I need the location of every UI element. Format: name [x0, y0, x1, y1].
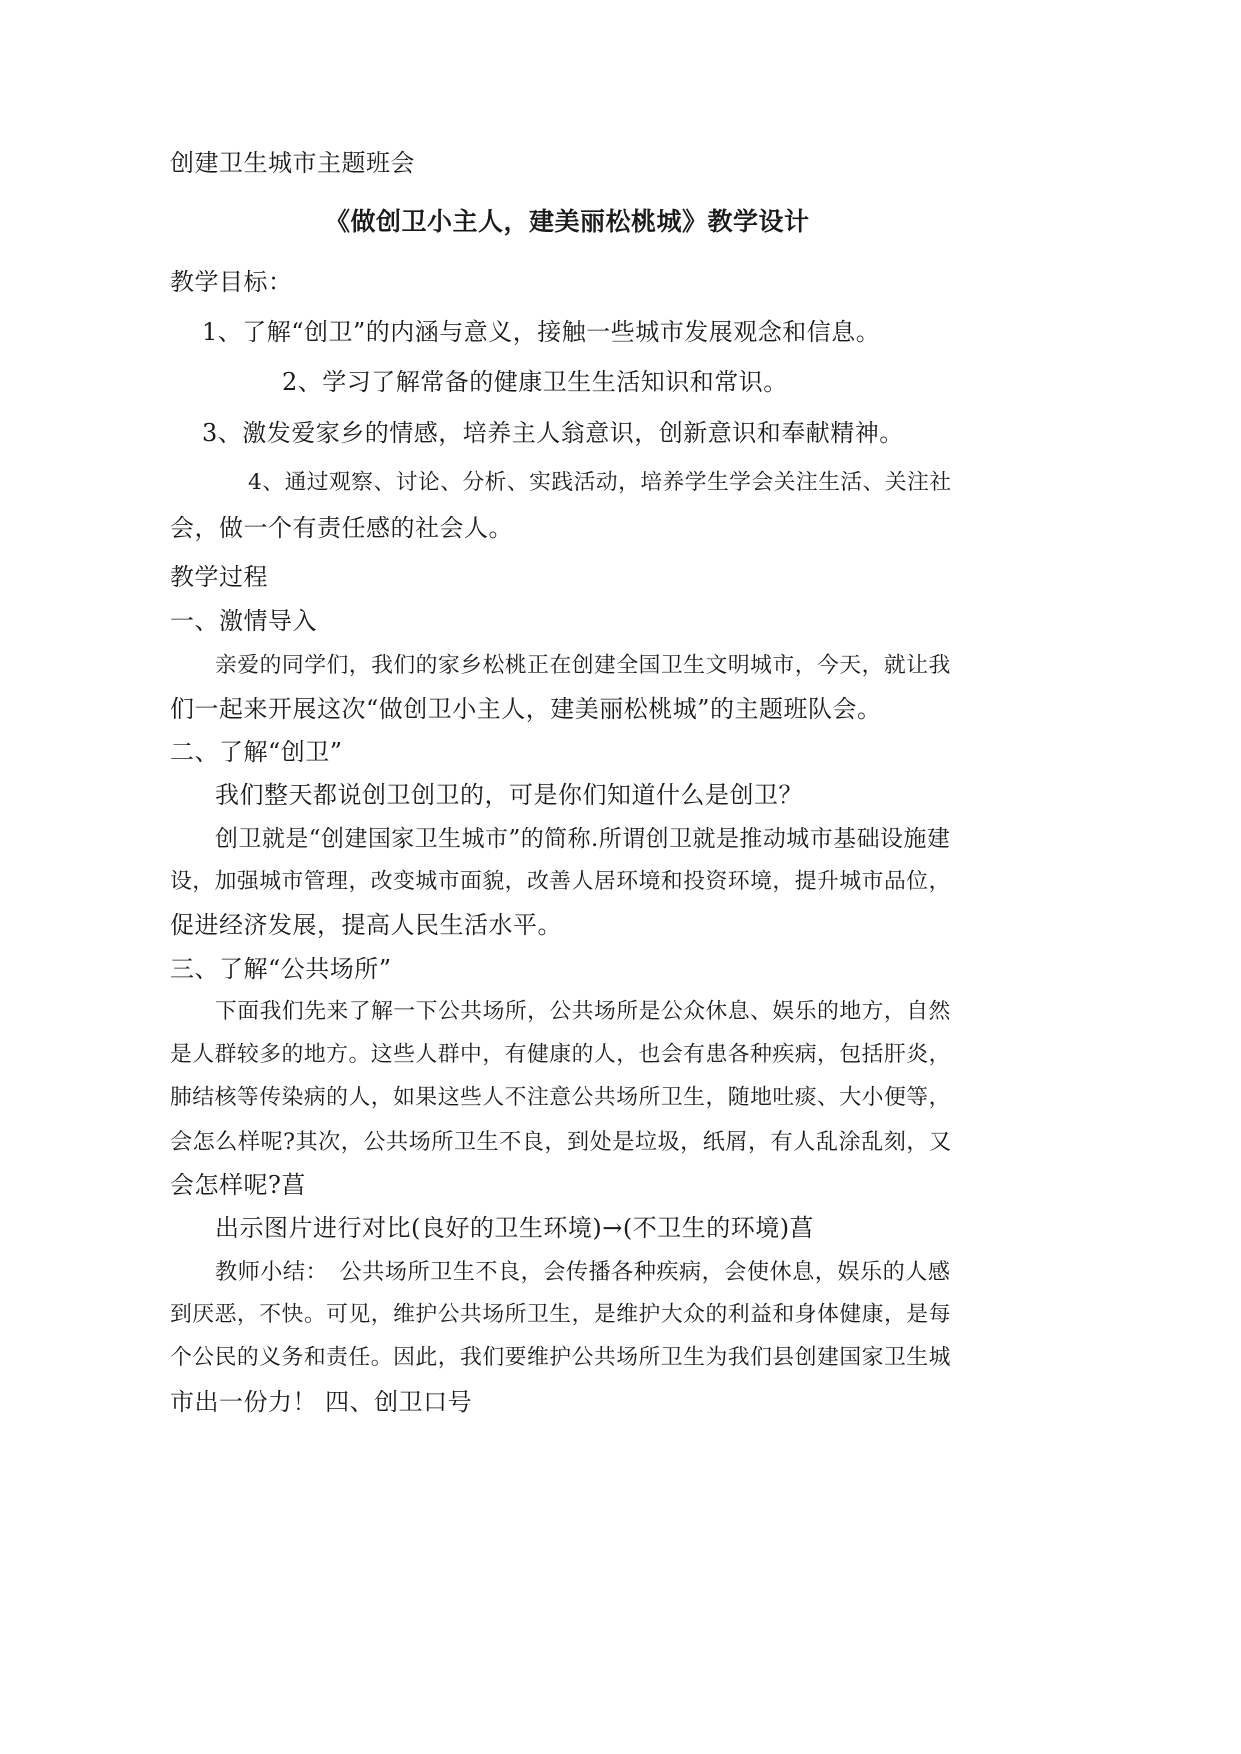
paragraph-line: 肺结核等传染病的人，如果这些人不注意公共场所卫生，随地吐痰、大小便等， — [170, 1085, 951, 1110]
paragraph-line: 亲爱的同学们，我们的家乡松桃正在创建全国卫生文明城市，今天，就让我 — [215, 653, 951, 678]
objective-item: 1、了解“创卫”的内涵与意义，接触一些城市发展观念和信息。 — [202, 318, 881, 346]
objectives-heading: 教学目标： — [170, 268, 293, 296]
paragraph-line: 下面我们先来了解一下公共场所，公共场所是公众休息、娱乐的地方，自然 — [215, 999, 951, 1024]
paragraph-line: 市出一份力！ 四、创卫口号 — [170, 1388, 473, 1416]
paragraph-line: 设，加强城市管理，改变城市面貌，改善人居环境和投资环境，提升城市品位， — [170, 869, 951, 894]
paragraph-line: 教师小结： 公共场所卫生不良，会传播各种疾病，会使休息，娱乐的人感 — [215, 1259, 951, 1285]
paragraph-line: 出示图片进行对比(良好的卫生环境)→(不卫生的环境)菖 — [215, 1214, 815, 1242]
paragraph-line: 会怎么样呢?其次，公共场所卫生不良，到处是垃圾，纸屑，有人乱涂乱刻，又 — [170, 1129, 952, 1155]
paragraph-line: 创卫就是“创建国家卫生城市”的简称.所谓创卫就是推动城市基础设施建 — [215, 826, 951, 852]
paragraph-line: 是人群较多的地方。这些人群中，有健康的人，也会有患各种疾病，包括肝炎， — [170, 1042, 951, 1067]
section-heading: 三、了解“公共场所” — [170, 955, 392, 983]
section-heading: 一、激情导入 — [170, 607, 317, 635]
objective-item-continued: 会，做一个有责任感的社会人。 — [170, 514, 513, 542]
paragraph-line: 会怎样呢?菖 — [170, 1171, 306, 1199]
process-heading: 教学过程 — [170, 563, 268, 591]
section-heading: 二、了解“创卫” — [170, 738, 343, 766]
paragraph-line: 促进经济发展，提高人民生活水平。 — [170, 911, 562, 939]
paragraph-line: 到厌恶，不快。可见，维护公共场所卫生，是维护大众的利益和身体健康，是每 — [170, 1302, 951, 1327]
paragraph-line: 们一起来开展这次“做创卫小主人，建美丽松桃城”的主题班队会。 — [170, 695, 882, 723]
document-header: 创建卫生城市主题班会 — [170, 149, 415, 177]
objective-item: 4、通过观察、讨论、分析、实践活动，培养学生学会关注生活、关注社 — [248, 470, 952, 495]
paragraph-line: 我们整天都说创卫创卫的，可是你们知道什么是创卫？ — [215, 781, 803, 809]
document-title: 《做创卫小主人，建美丽松桃城》教学设计 — [325, 207, 810, 236]
objective-item: 3、激发爱家乡的情感，培养主人翁意识，创新意识和奉献精神。 — [202, 419, 904, 447]
paragraph-line: 个公民的义务和责任。因此，我们要维护公共场所卫生为我们县创建国家卫生城 — [170, 1345, 951, 1370]
objective-item: 2、学习了解常备的健康卫生生活知识和常识。 — [282, 368, 788, 396]
